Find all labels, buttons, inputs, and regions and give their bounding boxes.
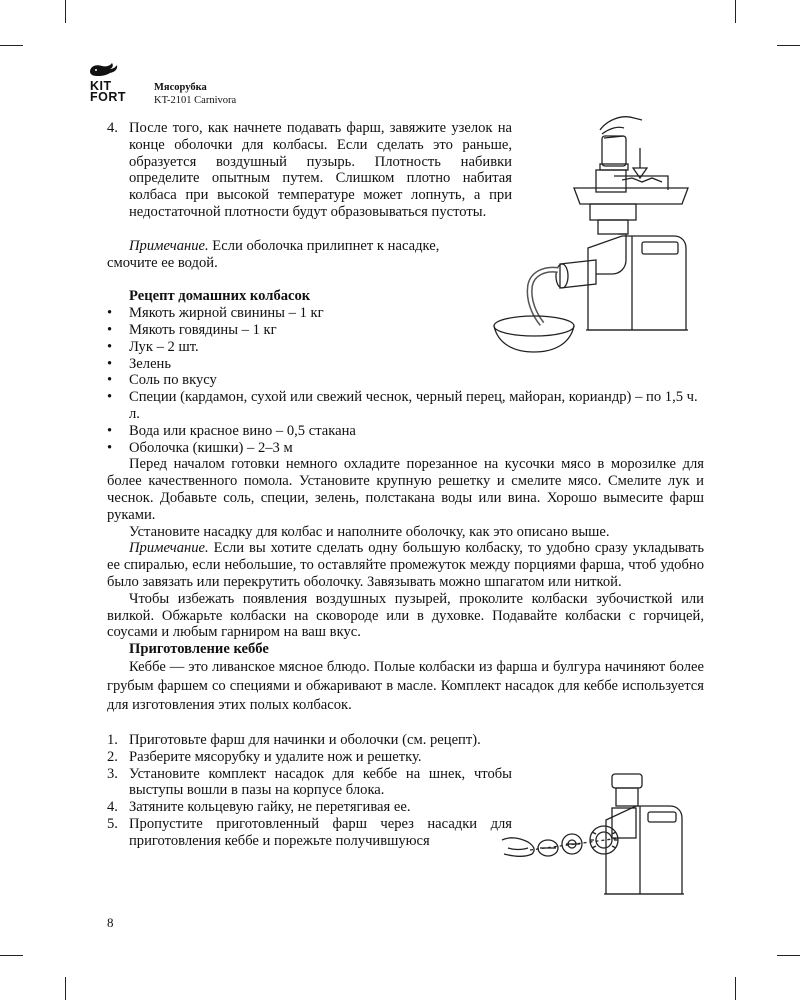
page-header xyxy=(88,60,388,110)
crop-mark xyxy=(777,45,800,46)
ingredient-item: • Вода или красное вино – 0,5 стакана xyxy=(107,422,356,439)
kebbe-step: 3. Установите комплект насадок для кеббе на шнек, чтобы выступы вошли в пазы на корпусе блока. xyxy=(107,765,512,799)
step-text: После того, как начнете подавать фарш, завяжите узелок на конце оболочки для колбасы. Если сделать это раньше, образуется воздушный пузырь. Плотность набивки определите опытным путем. Слишком плотно набитая колбаса при высокой температуре может лопнуть, а при недостаточной плотности будут образовываться пустоты. xyxy=(129,120,512,220)
crop-mark xyxy=(65,977,66,1000)
recipe-note xyxy=(107,540,704,590)
note-casing xyxy=(107,238,490,272)
kebbe-paragraph: Кеббе — это ливанское мясное блюдо. Полые колбаски из фарша и булгура начиняют более грубым фаршем со специями и обжаривают в масле. Комплект насадок для кеббе используется для изготовления этих полых колбасок. xyxy=(107,658,704,713)
kebbe-step: 2. Разберите мясорубку и удалите нож и решетку. xyxy=(107,748,422,765)
recipe-paragraph: Перед началом готовки немного охладите порезанное на кусочки мясо в морозилке для более качественного помола. Установите крупную решетку и смелите мясо. Смелите лук и чеснок. Добавьте соль, специи, зелень, полстакана воды или вина. Хорошо вымесите фарш руками. xyxy=(107,456,704,523)
kebbe-title: Приготовление кеббе xyxy=(129,641,269,658)
crop-mark xyxy=(735,977,736,1000)
note-text: Если оболочка прилипнет к насадке, смочите ее водой. xyxy=(107,237,440,271)
brand-line2: FORT xyxy=(90,90,127,104)
ingredient-item: • Зелень xyxy=(107,355,172,372)
note-text: Если вы хотите сделать одну большую колбаску, то удобно сразу укладывать ее спиралью, если небольшие, то оставляйте промежуток между порциями фарша, чтоб удобно было завязать или перекрутить оболочку. Завязывать можно шпагатом или ниткой. xyxy=(107,540,704,590)
ingredient-item: • Соль по вкусу xyxy=(107,372,217,389)
ingredient-item: • Мякоть говядины – 1 кг xyxy=(107,321,277,338)
kebbe-step: 4. Затяните кольцевую гайку, не перетягивая ее. xyxy=(107,799,411,816)
product-title: Мясорубка xyxy=(154,82,207,93)
step-4 xyxy=(107,120,512,221)
crop-mark xyxy=(735,0,736,23)
brand-logo xyxy=(90,81,126,103)
note-label: Примечание. xyxy=(129,237,209,254)
note-label: Примечание. xyxy=(129,540,209,557)
recipe-paragraph: Установите насадку для колбас и наполните оболочку, как это описано выше. xyxy=(129,523,610,540)
product-model: KT-2101 Carnivora xyxy=(154,95,237,106)
ingredient-item: • Лук – 2 шт. xyxy=(107,338,199,355)
recipe-title: Рецепт домашних колбасок xyxy=(129,288,311,305)
crop-mark xyxy=(777,955,800,956)
kebbe-step: 1. Приготовьте фарш для начинки и оболочки (см. рецепт). xyxy=(107,731,481,748)
page-number: 8 xyxy=(107,915,114,930)
brand-line1: KIT xyxy=(90,79,112,93)
ingredient-item: • Мякоть жирной свинины – 1 кг xyxy=(107,305,324,322)
ingredient-item: • Специи (кардамон, сухой или свежий чеснок, черный перец, майоран, кориандр) – по 1,5 ч. л. xyxy=(107,389,698,422)
kebbe-step: 5. Пропустите приготовленный фарш через насадки для приготовления кеббе и порежьте получившуюся xyxy=(107,815,512,849)
crop-mark xyxy=(65,0,66,23)
ingredient-item: • Оболочка (кишки) – 2–3 м xyxy=(107,439,293,456)
crop-mark xyxy=(0,955,23,956)
step-number: 4. xyxy=(107,120,118,136)
recipe-paragraph: Чтобы избежать появления воздушных пузырей, проколите колбаски зубочисткой или вилкой. Обжарьте колбаски на сковороде или в духовке. Подавайте колбаски с горчицей, соусами и любым гарниром на ваш вкус. xyxy=(107,590,704,641)
crop-mark xyxy=(0,45,23,46)
whale-logo-icon xyxy=(88,60,120,80)
page-body xyxy=(107,120,704,849)
